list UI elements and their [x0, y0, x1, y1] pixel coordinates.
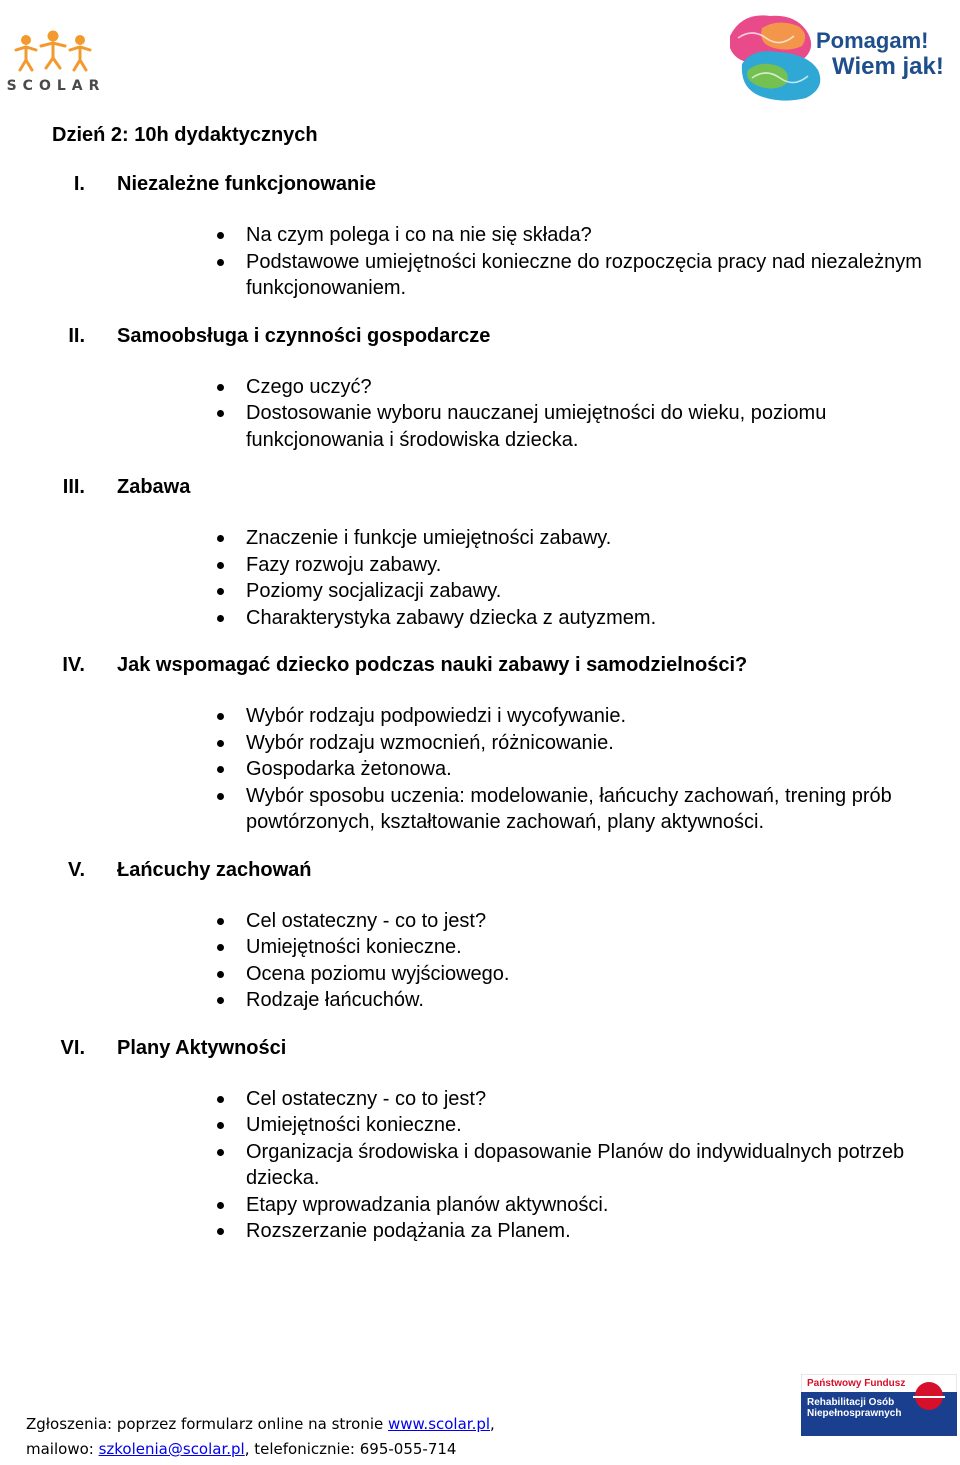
list-item: Umiejętności konieczne. [246, 1112, 932, 1139]
footer [26, 1412, 495, 1462]
pomagam-text: Pomagam! [816, 28, 929, 53]
list-item: Podstawowe umiejętności konieczne do rozpoczęcia pracy nad niezależnym funkcjonowaniem. [246, 249, 932, 302]
list-item: Rodzaje łańcuchów. [246, 987, 932, 1014]
list-item: Czego uczyć? [246, 374, 932, 401]
section [52, 856, 932, 1014]
list-item: Poziomy socjalizacji zabawy. [246, 578, 932, 605]
list-item: Fazy rozwoju zabawy. [246, 552, 932, 579]
section [52, 473, 932, 631]
scolar-logo [0, 30, 112, 96]
list-item: Wybór rodzaju wzmocnień, różnicowanie. [246, 730, 932, 757]
bullet-list [52, 703, 932, 836]
section [52, 322, 932, 454]
section-title: Zabawa [117, 476, 191, 498]
footer-line2-prefix: mailowo: [26, 1440, 99, 1458]
list-item: Organizacja środowiska i dopasowanie Planów do indywidualnych potrzeb dziecka. [246, 1139, 932, 1192]
section [52, 1034, 932, 1245]
footer-line-1 [26, 1412, 495, 1437]
pfron-line1: Państwowy Fundusz [807, 1378, 906, 1389]
section-numeral: IV. [62, 654, 85, 676]
bullet-list [52, 222, 932, 302]
pomagam-wiem-jak-logo [722, 8, 958, 104]
list-item: Wybór rodzaju podpowiedzi i wycofywanie. [246, 703, 932, 730]
section-heading [52, 170, 932, 200]
list-item: Na czym polega i co na nie się składa? [246, 222, 932, 249]
list-item: Cel ostateczny - co to jest? [246, 1086, 932, 1113]
footer-line1-prefix: Zgłoszenia: poprzez formularz online na stronie [26, 1415, 388, 1433]
sections-list [52, 170, 932, 1245]
section-heading [52, 473, 932, 503]
day-title: Dzień 2: 10h dydaktycznych [52, 124, 318, 146]
section-title: Plany Aktywności [117, 1036, 287, 1059]
list-item: Gospodarka żetonowa. [246, 756, 932, 783]
list-item: Dostosowanie wyboru nauczanej umiejętności do wieku, poziomu funkcjonowania i środowiska dziecka. [246, 400, 932, 453]
section-title: Niezależne funkcjonowanie [117, 173, 376, 195]
email-link[interactable]: szkolenia@scolar.pl [98, 1440, 245, 1458]
section-heading [52, 1034, 932, 1064]
list-item: Wybór sposobu uczenia: modelowanie, łańcuchy zachowań, trening prób powtórzonych, kształtowanie zachowań, plany aktywności. [246, 783, 932, 836]
section-numeral: I. [73, 173, 85, 195]
wiem-jak-text: Wiem jak! [832, 53, 944, 80]
scolar-logo-text: SCOLAR [6, 78, 106, 94]
section-title: Łańcuchy zachowań [117, 858, 312, 881]
bullet-list [52, 525, 932, 631]
bullet-list [52, 1086, 932, 1245]
list-item: Charakterystyka zabawy dziecka z autyzmem. [246, 605, 932, 632]
section-numeral: III. [62, 476, 85, 498]
document-body [52, 120, 932, 1245]
footer-line-2 [26, 1437, 495, 1462]
list-item: Znaczenie i funkcje umiejętności zabawy. [246, 525, 932, 552]
pfron-line2: Rehabilitacji Osób [807, 1397, 895, 1408]
bullet-list [52, 374, 932, 454]
section-heading [52, 856, 932, 886]
footer-line1-suffix: , [490, 1415, 495, 1433]
bullet-list [52, 908, 932, 1014]
list-item: Rozszerzanie podążania za Planem. [246, 1218, 932, 1245]
section [52, 170, 932, 302]
section [52, 651, 932, 836]
pfron-logo [801, 1374, 957, 1436]
list-item: Umiejętności konieczne. [246, 934, 932, 961]
section-numeral: II. [68, 324, 85, 347]
section-heading [52, 322, 932, 352]
section-numeral: V. [67, 858, 85, 881]
section-title: Samoobsługa i czynności gospodarcze [117, 324, 491, 347]
section-numeral: VI. [60, 1036, 85, 1059]
website-link[interactable]: www.scolar.pl [388, 1415, 491, 1433]
list-item: Cel ostateczny - co to jest? [246, 908, 932, 935]
section-title: Jak wspomagać dziecko podczas nauki zabawy i samodzielności? [117, 654, 748, 676]
section-heading [52, 651, 932, 681]
pfron-line3: Niepełnosprawnych [807, 1408, 902, 1419]
footer-line2-suffix: , telefonicznie: 695-055-714 [244, 1440, 457, 1458]
list-item: Etapy wprowadzania planów aktywności. [246, 1192, 932, 1219]
list-item: Ocena poziomu wyjściowego. [246, 961, 932, 988]
